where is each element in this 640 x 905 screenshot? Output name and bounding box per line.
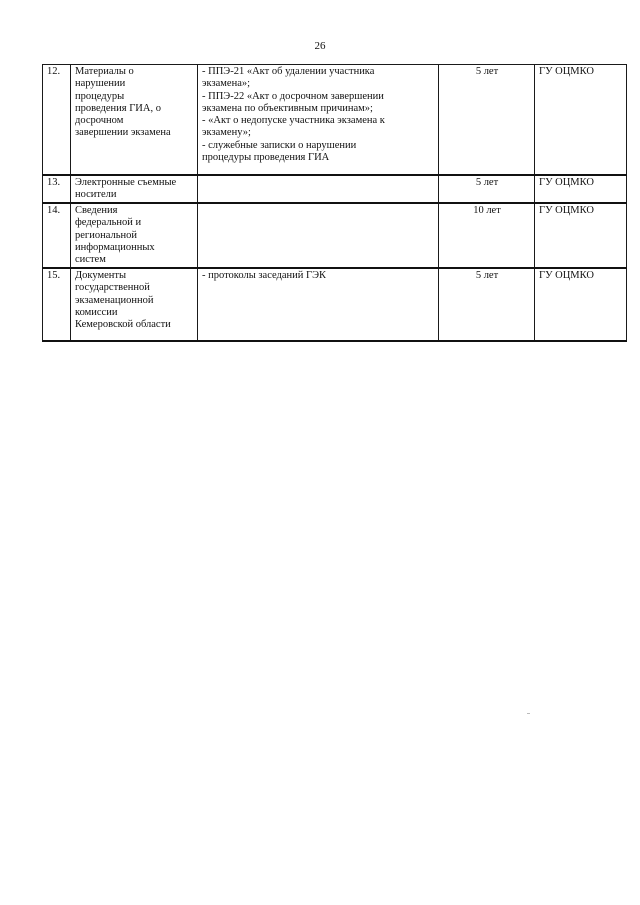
document-name-cell <box>71 65 198 176</box>
document-contents-cell <box>198 203 439 268</box>
document-contents-line: процедуры проведения ГИА <box>202 152 330 164</box>
document-contents-line: - «Акт о недопуске участника экзамена к <box>202 115 385 127</box>
document-contents-cell <box>198 268 439 341</box>
document-name-line: Кемеровской области <box>75 319 171 331</box>
table-row <box>43 65 627 176</box>
document-contents-line: экзамену»; <box>202 127 251 139</box>
document-name-line: нарушении <box>75 78 126 90</box>
row-number: 14. <box>43 203 71 268</box>
storage-location: ГУ ОЦМКО <box>535 65 627 176</box>
document-name-line: региональной <box>75 229 137 241</box>
document-name-line: государственной <box>75 282 150 294</box>
document-contents-line: экзамена по объективным причинам»; <box>202 102 373 114</box>
row-number: 12. <box>43 65 71 176</box>
document-contents-line: - служебные записки о нарушении <box>202 139 357 151</box>
page-number: 26 <box>314 40 326 52</box>
storage-location: ГУ ОЦМКО <box>535 175 627 203</box>
document-contents-cell <box>198 175 439 203</box>
document-name-line: процедуры <box>75 90 125 102</box>
retention-term: 5 лет <box>439 268 535 341</box>
document-name-line: Сведения <box>75 205 118 216</box>
storage-location: ГУ ОЦМКО <box>535 203 627 268</box>
document-contents-line: - ППЭ-21 «Акт об удалении участника <box>202 66 375 77</box>
document-name-line: носители <box>75 189 117 201</box>
document-name-line: федеральной и <box>75 217 142 229</box>
retention-term: 5 лет <box>439 65 535 176</box>
document-name-line: систем <box>75 254 106 266</box>
document-name-line: Материалы о <box>75 66 134 77</box>
retention-term: 5 лет <box>439 175 535 203</box>
table-row <box>43 203 627 268</box>
document-contents-cell <box>198 65 439 176</box>
document-name-line: проведения ГИА, о <box>75 102 161 114</box>
document-name-line: экзаменационной <box>75 294 154 306</box>
document-contents-line: - ППЭ-22 «Акт о досрочном завершении <box>202 90 384 102</box>
document-name-line: комиссии <box>75 306 118 318</box>
document-contents-line: - протоколы заседаний ГЭК <box>202 270 327 281</box>
document-name-cell <box>71 268 198 341</box>
document-name-line: Электронные съемные <box>75 177 177 188</box>
document-name-cell <box>71 175 198 203</box>
row-number: 15. <box>43 268 71 341</box>
table-row <box>43 268 627 341</box>
document-name-cell <box>71 203 198 268</box>
document-name-line: Документы <box>75 270 127 281</box>
records-retention-table <box>42 64 627 342</box>
table-row <box>43 175 627 203</box>
document-contents-line: экзамена»; <box>202 78 251 90</box>
document-name-line: информационных <box>75 241 155 253</box>
document-name-line: досрочном <box>75 115 124 127</box>
document-name-line: завершении экзамена <box>75 127 171 139</box>
storage-location: ГУ ОЦМКО <box>535 268 627 341</box>
retention-term: 10 лет <box>439 203 535 268</box>
row-number: 13. <box>43 175 71 203</box>
scan-speck <box>527 713 530 714</box>
